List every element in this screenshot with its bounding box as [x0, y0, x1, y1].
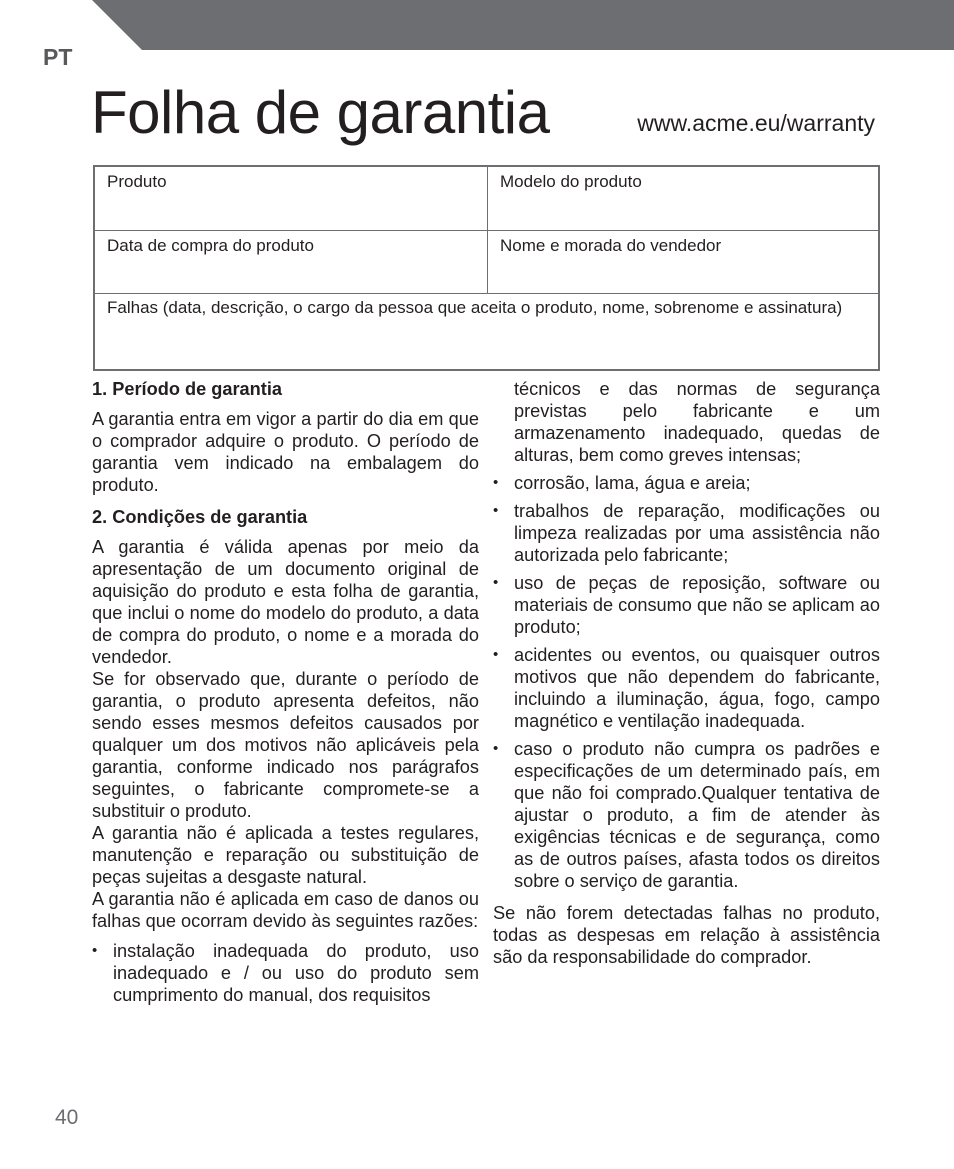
page-title: Folha de garantia	[91, 79, 550, 146]
list-item: • acidentes ou eventos, ou quaisquer outros motivos que não dependem do fabricante, incluindo a iluminação, água, fogo, campo magnético e ventilação inadequada.	[493, 644, 880, 732]
section-2-paragraph-2: Se for observado que, durante o período de garantia, o produto apresenta defeitos, não sendo esses mesmos defeitos causados por qualquer um dos motivos não aplicáveis pela garantia, conforme indicado nos parágrafos seguintes, o fabricante compromete-se a substituir o produto.	[92, 669, 479, 821]
faults-field[interactable]	[95, 294, 878, 369]
product-label: Produto	[107, 172, 167, 191]
language-code: PT	[43, 44, 73, 70]
list-item: • corrosão, lama, água e areia;	[493, 472, 880, 494]
right-column	[493, 378, 880, 976]
section-1-heading: 1. Período de garantia	[92, 379, 283, 399]
list-item-continued: técnicos e das normas de segurança previstas pelo fabricante e um armazenamento inadequado, quedas de alturas, bem como greves intensas;	[514, 379, 880, 465]
warranty-form-table	[93, 165, 880, 371]
seller-label: Nome e morada do vendedor	[500, 236, 722, 255]
product-field[interactable]	[95, 167, 488, 231]
seller-field[interactable]	[488, 231, 878, 294]
faults-label: Falhas (data, descrição, o cargo da pessoa que aceita o produto, nome, sobrenome e assinatura)	[107, 298, 843, 317]
model-field[interactable]	[488, 167, 878, 231]
section-1-text: A garantia entra em vigor a partir do dia em que o comprador adquire o produto. O período de garantia vem indicado na embalagem do produto.	[92, 409, 479, 495]
section-2-paragraph-4: A garantia não é aplicada em caso de danos ou falhas que ocorram devido às seguintes razões:	[92, 889, 479, 931]
warranty-url[interactable]: www.acme.eu/warranty	[637, 110, 875, 136]
left-column	[92, 378, 479, 1012]
section-2-paragraph-3: A garantia não é aplicada a testes regulares, manutenção e reparação ou substituição de peças sujeitas a desgaste natural.	[92, 823, 479, 887]
list-item: • instalação inadequada do produto, uso inadequado e / ou uso do produto sem cumprimento do manual, dos requisitos	[92, 940, 479, 1006]
header-band-shape	[92, 0, 954, 50]
exclusions-list-continued	[493, 378, 880, 892]
purchase-date-field[interactable]	[95, 231, 488, 294]
model-label: Modelo do produto	[500, 172, 642, 191]
list-item: • uso de peças de reposição, software ou materiais de consumo que não se aplicam ao produto;	[493, 572, 880, 638]
section-2-paragraph-1: A garantia é válida apenas por meio da apresentação de um documento original de aquisição do produto e esta folha de garantia, que inclui o nome do modelo do produto, a data de compra do produto, o nome e a morada do vendedor.	[92, 537, 479, 667]
purchase-date-label: Data de compra do produto	[107, 236, 314, 255]
exclusions-list	[92, 940, 479, 1006]
list-item: • caso o produto não cumpra os padrões e especificações de um determinado país, em que não foi comprado.Qualquer tentativa de ajustar o produto, a fim de atender às exigências técnicas e de segurança, como as de outros países, afasta todos os direitos sobre o serviço de garantia.	[493, 738, 880, 892]
closing-paragraph: Se não forem detectadas falhas no produto, todas as despesas em relação à assistência são da responsabilidade do comprador.	[493, 903, 880, 967]
page-number: 40	[55, 1106, 79, 1129]
list-item: • trabalhos de reparação, modificações ou limpeza realizadas por uma assistência não autorizada pelo fabricante;	[493, 500, 880, 566]
header-band	[0, 0, 954, 50]
section-2-heading: 2. Condições de garantia	[92, 507, 308, 527]
